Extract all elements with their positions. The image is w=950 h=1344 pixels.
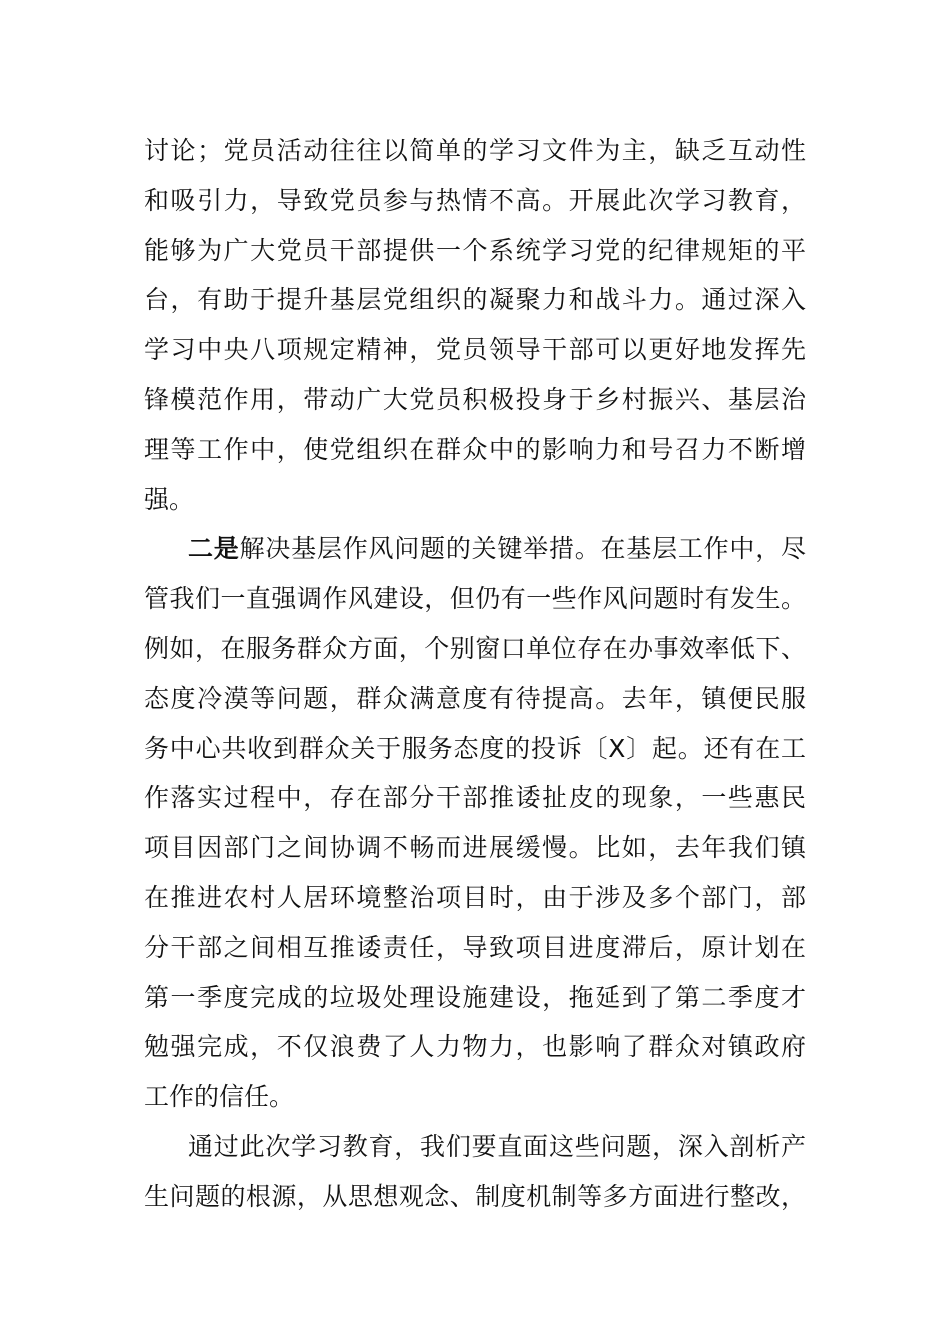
paragraph-line: 勉强完成，不仅浪费了人力物力，也影响了群众对镇政府 [144, 1032, 806, 1062]
paragraph-line: 台，有助于提升基层党组织的凝聚力和战斗力。通过深入 [144, 285, 806, 315]
paragraph-first-line [144, 524, 806, 574]
paragraph-3 [144, 1122, 806, 1222]
paragraph-2 [144, 524, 806, 1122]
paragraph-line: 生问题的根源，从思想观念、制度机制等多方面进行整改， [144, 1181, 806, 1211]
paragraph-line: 锋模范作用，带动广大党员积极投身于乡村振兴、基层治 [144, 384, 806, 414]
paragraph-line: 强。 [144, 484, 195, 514]
paragraph-lead: 二是 [188, 534, 240, 564]
paragraph-line: 项目因部门之间协调不畅而进展缓慢。比如，去年我们镇 [144, 833, 806, 863]
paragraph-lead-rest: 解决基层作风问题的关键举措。在基层工作中，尽 [239, 534, 806, 564]
paragraph-line: 管我们一直强调作风建设，但仍有一些作风问题时有发生。 [144, 584, 806, 614]
paragraph-line: 工作的信任。 [144, 1082, 295, 1112]
paragraph-line: 务中心共收到群众关于服务态度的投诉〔X〕起。还有在工 [144, 733, 806, 763]
paragraph-line: 例如，在服务群众方面，个别窗口单位存在办事效率低下、 [144, 633, 806, 663]
paragraph-line: 态度冷漠等问题，群众满意度有待提高。去年，镇便民服 [144, 683, 806, 713]
paragraph-line: 第一季度完成的垃圾处理设施建设，拖延到了第二季度才 [144, 982, 806, 1012]
paragraph-line: 理等工作中，使党组织在群众中的影响力和号召力不断增 [144, 434, 806, 464]
paragraph-line: 讨论；党员活动往往以简单的学习文件为主，缺乏互动性 [144, 136, 806, 165]
paragraph-line: 在推进农村人居环境整治项目时，由于涉及多个部门，部 [144, 882, 806, 912]
paragraph-line: 分干部之间相互推诿责任，导致项目进度滞后，原计划在 [144, 932, 806, 962]
paragraph-line: 和吸引力，导致党员参与热情不高。开展此次学习教育， [144, 185, 806, 215]
paragraph-line: 作落实过程中，存在部分干部推诿扯皮的现象，一些惠民 [144, 783, 806, 813]
paragraph-first-line: 通过此次学习教育，我们要直面这些问题，深入剖析产 [188, 1131, 806, 1161]
paragraph-line: 学习中央八项规定精神，党员领导干部可以更好地发挥先 [144, 335, 806, 365]
paragraph-line: 能够为广大党员干部提供一个系统学习党的纪律规矩的平 [144, 235, 806, 265]
paragraph-1 [144, 126, 806, 524]
document-body [144, 126, 806, 1222]
